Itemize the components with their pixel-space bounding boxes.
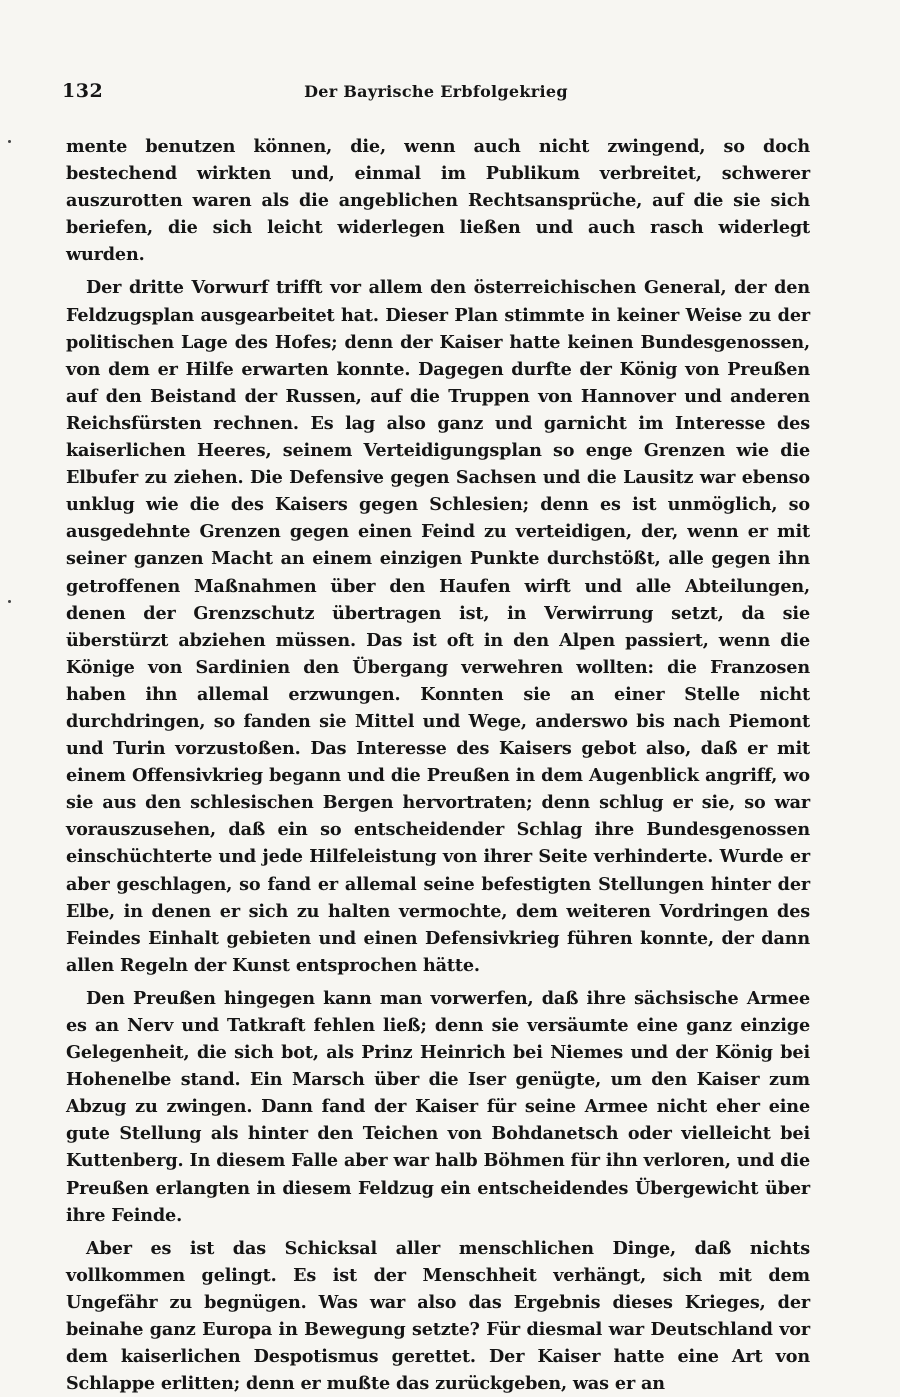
paragraph-3: Den Preußen hingegen kann man vorwerfen, daß ihre sächsische Armee es an Nerv und Tatkraft fehlen ließ; denn sie versäumte eine ganz einzige Gelegenheit, die sich bot, als Prinz Heinrich bei Niemes und der König bei Hohenelbe stand. Ein Marsch über die Iser genügte, um den Kaiser zum Abzug zu zwingen. Dann fand der Kaiser für seine Armee nicht eher eine gute Stellung als hinter den Teichen von Bohdanetsch oder vielleicht bei Kuttenberg. In diesem Falle aber war halb Böhmen für ihn verloren, und die Preußen erlangten in diesem Feldzug ein entscheidendes Übergewicht über ihre Feinde.: [66, 987, 810, 1226]
page-number: 132: [62, 80, 104, 102]
scan-speck: [8, 600, 11, 603]
page-header: [62, 80, 810, 108]
paragraph-1: mente benutzen können, die, wenn auch nicht zwingend, so doch bestechend wirkten und, einmal im Publikum verbreitet, schwerer auszurotten waren als die angeblichen Rechtsansprüche, auf die sie sich beriefen, die sich leicht widerlegen ließen und auch rasch widerlegt wurden.: [66, 136, 810, 266]
text-body: [66, 133, 810, 1397]
scan-speck: [8, 140, 11, 143]
running-title: Der Bayrische Erbfolgekrieg: [304, 82, 568, 101]
paragraph-4: Aber es ist das Schicksal aller menschlichen Dinge, daß nichts vollkommen gelingt. Es ist der Menschheit verhängt, sich mit dem Ungefähr zu begnügen. Was war also das Ergebnis dieses Krieges, der beinahe ganz Europa in Bewegung setzte? Für diesmal war Deutschland vor dem kaiserlichen Despotismus gerettet. Der Kaiser hatte eine Art von Schlappe erlitten; denn er mußte das zurückgeben, was er an: [66, 1237, 810, 1395]
paragraph-2: Der dritte Vorwurf trifft vor allem den österreichischen General, der den Feldzugsplan ausgearbeitet hat. Dieser Plan stimmte in keiner Weise zu der politischen Lage des Hofes; denn der Kaiser hatte keinen Bundesgenossen, von dem er Hilfe erwarten konnte. Dagegen durfte der König von Preußen auf den Beistand der Russen, auf die Truppen von Hannover und anderen Reichsfürsten rechnen. Es lag also ganz und garnicht im Interesse des kaiserlichen Heeres, seinem Verteidigungsplan so enge Grenzen wie die Elbufer zu ziehen. Die Defensive gegen Sachsen und die Lausitz war ebenso unklug wie die des Kaisers gegen Schlesien; denn es ist unmöglich, so ausgedehnte Grenzen gegen einen Feind zu verteidigen, der, wenn er mit seiner ganzen Macht an einem einzigen Punkte durchstößt, alle gegen ihn getroffenen Maßnahmen über den Haufen wirft und alle Abteilungen, denen der Grenzschutz übertragen ist, in Verwirrung setzt, da sie überstürzt abziehen müssen. Das ist oft in den Alpen passiert, wenn die Könige von Sardinien den Übergang verwehren wollten: die Franzosen haben ihn allemal erzwungen. Konnten sie an einer Stelle nicht durchdringen, so fanden sie Mittel und Wege, anderswo bis nach Piemont und Turin vorzustoßen. Das Interesse des Kaisers gebot also, daß er mit einem Offensivkrieg begann und die Preußen in dem Augenblick angriff, wo sie aus den schlesischen Bergen hervortraten; denn schlug er sie, so war vorauszusehen, daß ein so entscheidender Schlag ihre Bundesgenossen einschüchterte und jede Hilfeleistung von ihrer Seite verhinderte. Wurde er aber geschlagen, so fand er allemal seine befestigten Stellungen hinter der Elbe, in denen er sich zu halten vermochte, dem weiteren Vordringen des Feindes Einhalt gebieten und einen Defensivkrieg führen konnte, der dann allen Regeln der Kunst entsprochen hätte.: [66, 277, 810, 976]
